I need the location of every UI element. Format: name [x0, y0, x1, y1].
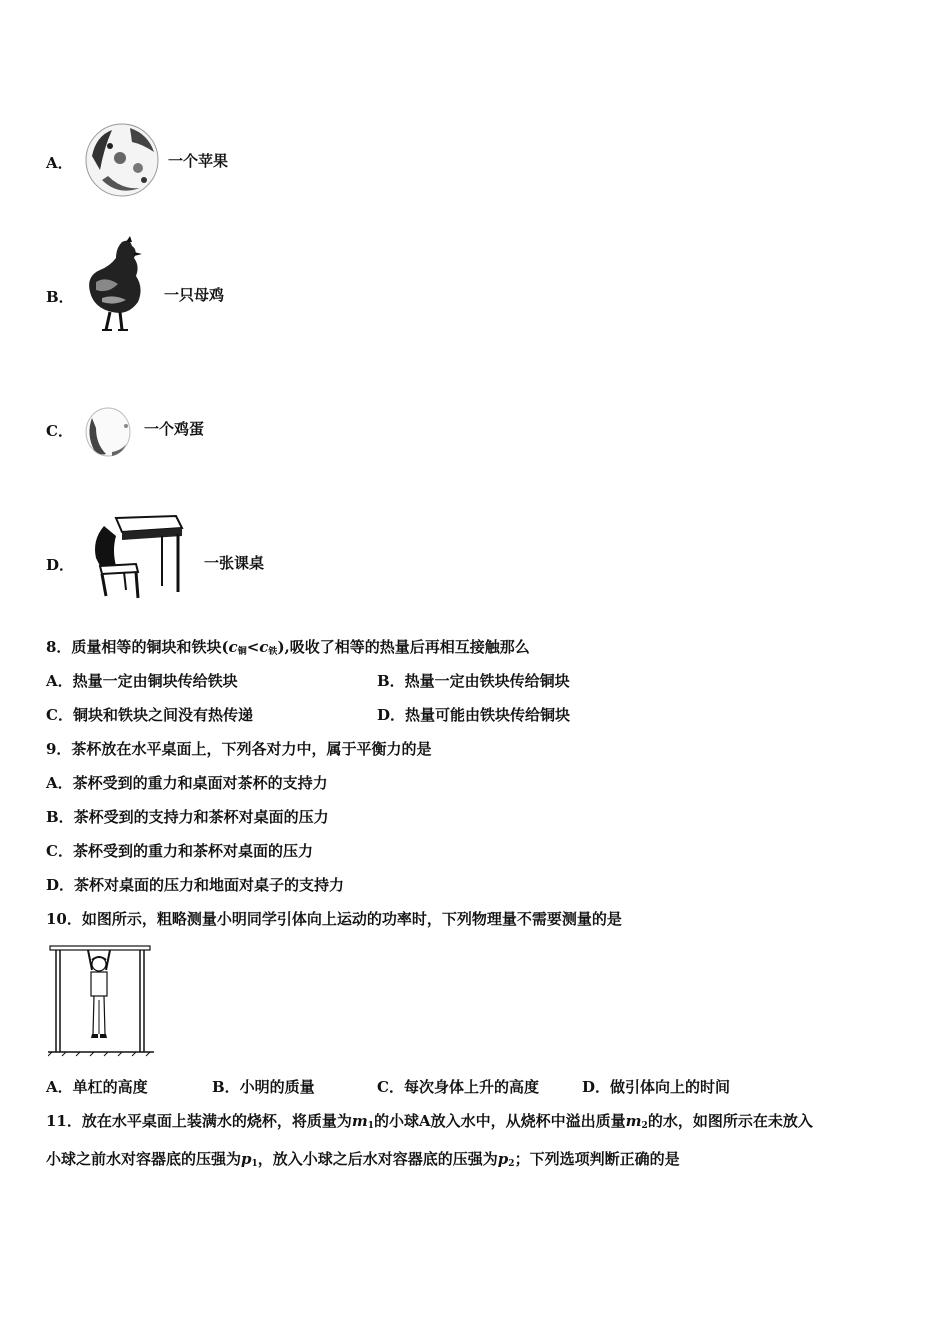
q10-option-b: B．小明的质量 — [212, 1078, 315, 1096]
desk-icon — [86, 506, 186, 602]
pull-up-figure — [48, 940, 156, 1058]
q8-option-c: C．铜块和铁块之间没有热传递 — [46, 706, 253, 724]
q8-option-b: B．热量一定由铁块传给铜块 — [377, 672, 570, 690]
q10-stem: 10．如图所示，粗略测量小明同学引体向上运动的功率时，下列物理量不需要测量的是 — [46, 910, 622, 928]
q10-option-c: C．每次身体上升的高度 — [377, 1078, 539, 1096]
q8-option-d: D．热量可能由铁块传给铜块 — [377, 706, 571, 724]
q9-stem: 9．茶杯放在水平桌面上，下列各对力中，属于平衡力的是 — [46, 740, 432, 758]
q10-option-d: D．做引体向上的时间 — [582, 1078, 731, 1096]
q8-option-a: A．热量一定由铜块传给铁块 — [46, 672, 238, 690]
option-letter: C． — [46, 422, 73, 440]
q9-option-d: D．茶杯对桌面的压力和地面对桌子的支持力 — [46, 876, 345, 894]
hen-icon — [82, 236, 152, 334]
q9-option-c: C．茶杯受到的重力和茶杯对桌面的压力 — [46, 842, 313, 860]
egg-icon — [82, 404, 134, 460]
q9-option-a: A．茶杯受到的重力和桌面对茶杯的支持力 — [46, 774, 328, 792]
option-text: 一个鸡蛋 — [144, 420, 205, 438]
option-text: 一只母鸡 — [164, 286, 225, 304]
q10-option-a: A．单杠的高度 — [46, 1078, 148, 1096]
option-letter: A． — [46, 154, 73, 172]
option-text: 一个苹果 — [168, 152, 229, 170]
q9-option-b: B．茶杯受到的支持力和茶杯对桌面的压力 — [46, 808, 329, 826]
option-letter: D． — [46, 556, 75, 574]
q11-stem-line1: 11．放在水平桌面上装满水的烧杯，将质量为$m_1$的小球A放入水中，从烧杯中溢出质量$m_2$的水，如图所示在未放入 — [46, 1112, 813, 1131]
option-letter: B． — [46, 288, 74, 306]
q8-stem: 8．质量相等的铜块和铁块$(c_铜<c_铁)$,吸收了相等的热量后再相互接触那么 — [46, 638, 530, 657]
option-text: 一张课桌 — [204, 554, 265, 572]
q11-stem-line2: 小球之前水对容器底的压强为$p_1$，放入小球之后水对容器底的压强为$p_2$；下列选项判断正确的是 — [46, 1150, 680, 1169]
apple-icon — [82, 118, 162, 202]
